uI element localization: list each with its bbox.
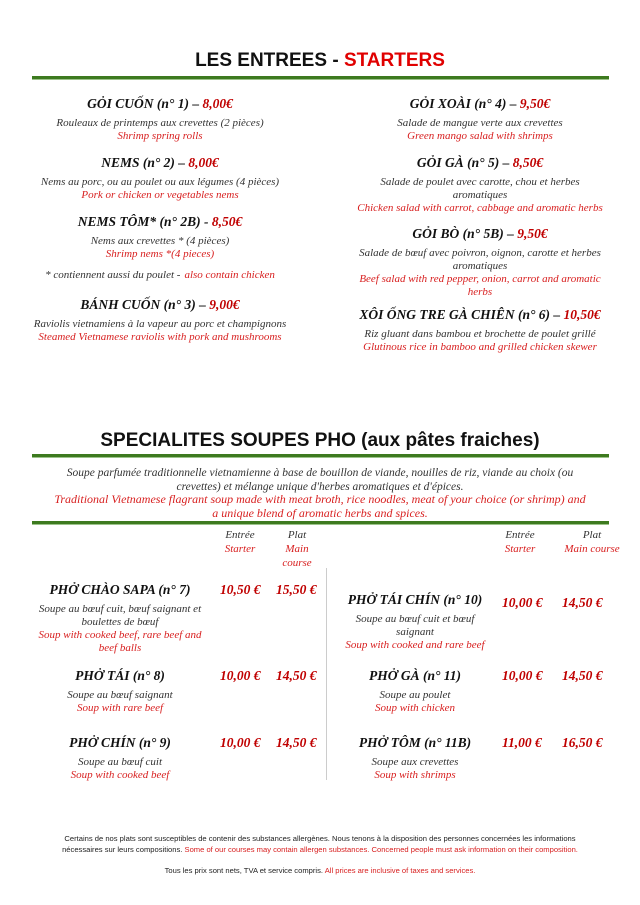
starter-price: 10,00 € — [502, 595, 543, 610]
starter-price: 11,00 € — [502, 735, 542, 750]
soup-item: PHỞ GÀ (n° 11) Soupe au poulet Soup with chicken — [368, 668, 462, 714]
main-price: 16,50 € — [562, 735, 603, 750]
divider — [32, 454, 609, 458]
main-price: 14,50 € — [276, 668, 317, 683]
header-main: Plat Main course — [564, 529, 620, 555]
prices-notice: Tous les prix sont nets, TVA et service compris. All prices are inclusive of taxes and services. — [164, 866, 476, 875]
starter-price: 10,00 € — [220, 735, 261, 750]
main-price: 15,50 € — [276, 582, 317, 597]
menu-item: GỎI XOÀI (n° 4) – 9,50€ Salade de mangue verte aux crevettes Green mango salad with shrimps — [397, 96, 563, 142]
allergen-notice: Certains de nos plats sont susceptibles de contenir des substances allergènes. Nous tenons à la disposition des personnes concernées les informations nécessaires sur leurs compositions. Some of our courses may contain allergen substances. Concerned people must ask information on their composition. — [62, 834, 578, 854]
soups-intro-en: Traditional Vietnamese flagrant soup made with meat broth, rice noodles, meat of your choice (or shrimp) and a unique blend of aromatic herbs and spices. — [54, 492, 586, 520]
main-price: 14,50 € — [276, 735, 317, 750]
menu-item: XÔI ỐNG TRE GÀ CHIÊN (n° 6) – 10,50€ Riz gluant dans bambou et brochette de poulet grillé Glutinous rice in bamboo and grilled chicken skewer — [359, 307, 601, 353]
starter-price: 10,50 € — [220, 582, 261, 597]
menu-item: GỎI BÒ (n° 5B) – 9,50€ Salade de bœuf avec poivron, oignon, carotte et herbes aromatiques Beef salad with red pepper, onion, carrot and aromatic herbs — [359, 226, 601, 298]
starter-price: 10,00 € — [502, 668, 543, 683]
allergy-note: * contiennent aussi du poulet - also contain chicken — [45, 269, 275, 281]
main-price: 14,50 € — [562, 595, 603, 610]
column-divider — [326, 568, 327, 780]
soups-title: SPECIALITES SOUPES PHO (aux pâtes fraiches) — [100, 430, 540, 451]
divider — [32, 76, 609, 80]
header-starter: Entrée Starter — [504, 529, 536, 555]
starters-title: LES ENTREES - STARTERS — [195, 50, 445, 71]
menu-item: GỎI GÀ (n° 5) – 8,50€ Salade de poulet avec carotte, chou et herbes aromatiques Chicken salad with carrot, cabbage and aromatic herbs — [357, 155, 603, 214]
soup-item: PHỞ TÔM (n° 11B) Soupe aux crevettes Soup with shrimps — [358, 735, 472, 781]
soup-item: PHỞ CHÀO SAPA (n° 7) Soupe au bœuf cuit, bœuf saignant et boulettes de bœuf Soup with cooked beef, rare beef and beef balls — [38, 582, 202, 654]
soup-item: PHỞ TÁI CHÍN (n° 10) Soupe au bœuf cuit et bœuf saignant Soup with cooked and rare beef — [345, 592, 485, 651]
header-starter: Entrée Starter — [224, 529, 256, 555]
divider — [32, 521, 609, 525]
menu-item: GỎI CUỐN (n° 1) – 8,00€ Rouleaux de printemps aux crevettes (2 pièces) Shrimp spring rolls — [56, 96, 264, 142]
soup-item: PHỞ TÁI (n° 8) Soupe au bœuf saignant Soup with rare beef — [67, 668, 173, 714]
header-main: Plat Main course — [282, 529, 312, 569]
menu-item: NEMS (n° 2) – 8,00€ Nems au porc, ou au poulet ou aux légumes (4 pièces) Pork or chicken or vegetables nems — [40, 155, 280, 201]
main-price: 14,50 € — [562, 668, 603, 683]
soup-item: PHỞ CHÍN (n° 9) Soupe au bœuf cuit Soup with cooked beef — [69, 735, 171, 781]
starter-price: 10,00 € — [220, 668, 261, 683]
menu-item: BÁNH CUỐN (n° 3) – 9,00€ Raviolis vietnamiens à la vapeur au porc et champignons Steamed Vietnamese raviolis with pork and mushrooms — [33, 297, 287, 343]
soups-intro-fr: Soupe parfumée traditionnelle vietnamienne à base de bouillon de viande, nouilles de riz, viande au choix (ou crevettes) et mélange unique d'herbes aromatiques et d'épices. — [66, 467, 574, 493]
menu-item: NEMS TÔM* (n° 2B) - 8,50€ Nems aux crevettes * (4 pièces) Shrimp nems *(4 pieces) — [77, 214, 243, 260]
